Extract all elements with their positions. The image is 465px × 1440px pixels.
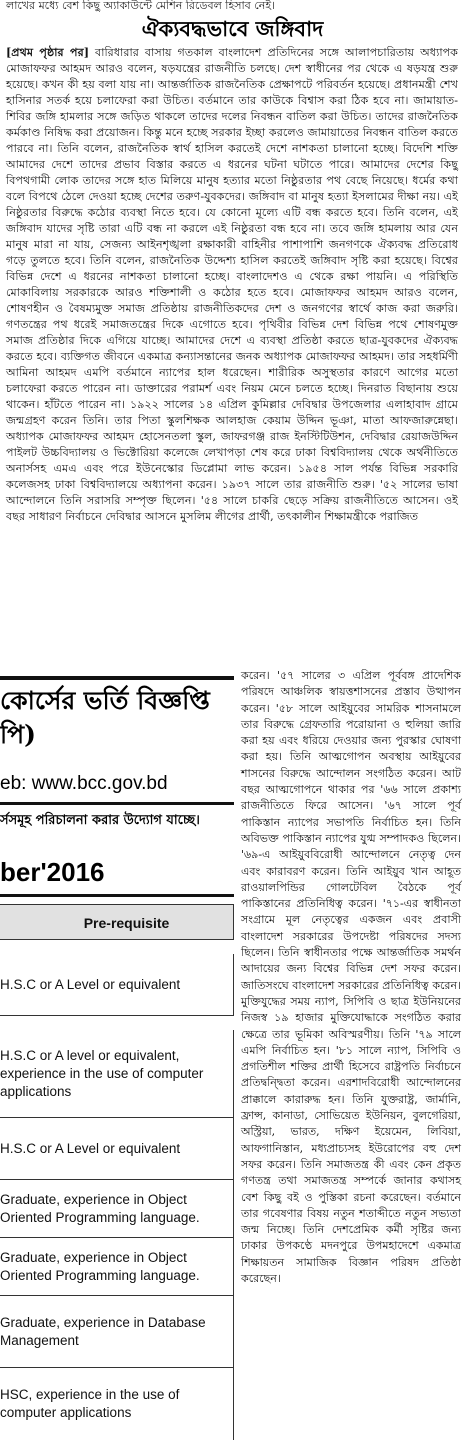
prerequisite-table: [0, 904, 234, 1440]
previous-article-tail: লাখের মধ্যে বেশ কিছু অ্যাকাউন্টে মেশিন রিডেবল হিসাব নেই।: [6, 0, 275, 12]
table-row: HSC, experience in the use of computer applications: [0, 1368, 234, 1440]
article-headline: ঐক্যবদ্ধভাবে জঙ্গিবাদ: [141, 16, 324, 41]
article-body-text: বারিধারার বাসায় গতকাল বাংলাদেশ প্রতিদিনের সঙ্গে আলাপচারিতায় অধ্যাপক মোজাফফর আহমদ আরও বলেন, ষড়যন্ত্রের রাজনীতি চলছে। দেশ স্বাধীনের পর থেকে এ ষড়যন্ত্র শুরু হয়েছে। কখন কী হয় বলা যায় না। আন্তর্জাতিক রাজনৈতিক প্রেক্ষাপটে পরিবর্তন হয়েছে। প্রধানমন্ত্রী শেখ হাসিনার সতর্ক হয়ে চলাফেরা করা উচিত। বর্তমানে তার কাউকে বিশ্বাস করা ঠিক হবে না। জামায়াত-শিবির জঙ্গি হামলার সঙ্গে জড়িত থাকলে তাদের দলের নিবন্ধন বাতিল করা উচিত। তাদের রাজনৈতিক কর্মকাণ্ড নিষিদ্ধ করা প্রয়োজন। কিন্তু মনে হচ্ছে সরকার ইচ্ছা করলেও জামায়াতের নিবন্ধন বাতিল করতে পারবে না। তিনি বলেন, রাজনৈতিক স্বার্থ হাসিল করতেই দেশে নাশকতা চালানো হচ্ছে। বিদেশি শক্তি আমাদের দেশে তাদের প্রভাব বিস্তার করতে এ ধরনের ঘটনা ঘটাতে পারে। আমাদের দেশের কিছু বিপথগামী লোক তাদের সঙ্গে হাত মিলিয়ে মানুষ হত্যার মতো নিষ্ঠুরতার পথ বেছে নিয়েছে। ধর্মের কথা বলে বিপথে ঠেলে দেওয়া হচ্ছে দেশের তরুণ-যুবকদের। জঙ্গিবাদ বা মানুষ হত্যা ইসলামের দীক্ষা নয়। এই নিষ্ঠুরতার বিরুদ্ধে কঠোর ব্যবস্থা নিতে হবে। যে কোনো মূল্যে এটি বন্ধ করতে হবে। তিনি বলেন, এই জঙ্গিবাদ যাদের সৃষ্টি তারা এটি বন্ধ না করলে এই নিষ্ঠুরতা বন্ধ হবে না। তবে জঙ্গি হামলায় আর যেন মানুষ মারা না যায়, সেজন্য আইনশৃঙ্খলা রক্ষাকারী বাহিনীর পাশাপাশি জনগণকে ঐক্যবদ্ধ প্রতিরোধ গড়ে তুলতে হবে। তিনি বলেন, রাজনৈতিক উদ্দেশ্য হাসিল করতেই জঙ্গিবাদ সৃষ্টি করা হয়েছে। বিশ্বের বিভিন্ন দেশে এ ধরনের নাশকতা চালানো হচ্ছে। বাংলাদেশও এ থেকে রক্ষা পায়নি। এ পরিস্থিতি মোকাবিলায় সরকারকে আরও শক্তিশালী ও কঠোর হতে হবে। মোজাফফর আহমদ আরও বলেন, শোষণহীন ও বৈষম্যমুক্ত সমাজ প্রতিষ্ঠায় রাজনীতিকদের দেশ ও জনগণের স্বার্থে কাজ করা জরুরি। গণতন্ত্রের পথ ধরেই সমাজতন্ত্রের দিকে এগোতে হবে। পৃথিবীর বিভিন্ন দেশ বিভিন্ন পথে শোষণমুক্ত সমাজ প্রতিষ্ঠার দিকে এগিয়ে যাচ্ছে। আমাদের দেশে এ ব্যবস্থা প্রতিষ্ঠা করতে ছাত্র-যুবকদের ঐক্যবদ্ধ করতে হবে। ব্যক্তিগত জীবনে একমাত্র কন্যাসন্তানের জনক অধ্যাপক মোজাফফর আহমদ। তার সহধর্মিণী আমিনা আহমদ এমপি বর্তমানে ন্যাপের হাল ধরেছেন। শারীরিক অসুস্থতার কারণে আগের মতো চলাফেরা করতে পারেন না। ডাক্তারের পরামর্শ এবং নিয়ম মেনে চলতে হচ্ছে। দিনরাত বিছানায় শুয়ে থাকেন। হাঁটতে পারেন না। ১৯২২ সালের ১৪ এপ্রিল কুমিল্লার দেবিদ্বার উপজেলার এলাহাবাদ গ্রামে জন্মগ্রহণ করেন তিনি। তার পিতা স্কুলশিক্ষক আলহাজ কেয়াম উদ্দিন ভূঞা, মাতা আফজারুন্নেছা। অধ্যাপক মোজাফফর আহমদ হোসেনতলা স্কুল, জাফরগঞ্জ রাজ ইনস্টিটিউশন, দেবিদ্বার রেয়াজউদ্দিন পাইলট উচ্চবিদ্যালয় ও ভিক্টোরিয়া কলেজে লেখাপড়া শেষ করে ঢাকা বিশ্ববিদ্যালয় থেকে অর্থনীতিতে অনার্সসহ এমএ এবং পরে ইউনেস্কোর ডিপ্লোমা লাভ করেন। ১৯৫৪ সাল পর্যন্ত বিভিন্ন সরকারি কলেজসহ ঢাকা বিশ্ববিদ্যালয়ে অধ্যাপনা করেন। ১৯৩৭ সালে তার রাজনীতি শুরু। '৫২ সালের ভাষা আন্দোলনে তিনি সরাসরি সম্পৃক্ত ছিলেন। '৫৪ সালে চাকরি ছেড়ে সক্রিয় রাজনীতিতে আসেন। ওই বছর সাধারণ নির্বাচনে দেবিদ্বার আসনে মুসলিম লীগের প্রার্থী, তৎকালীন শিক্ষামন্ত্রীকে পরাজিত: [6, 46, 458, 523]
ad-divider: [0, 802, 234, 805]
table-row: H.S.C or A Level or equivalent: [0, 1118, 234, 1180]
table-row: Graduate, experience in Database Management: [0, 1296, 234, 1368]
ad-website: eb: www.bcc.gov.bd: [0, 773, 168, 794]
ad-top-border: [0, 676, 234, 680]
table-row: Graduate, experience in Object Oriented Programming language.: [0, 1238, 234, 1296]
ad-divider-2: [0, 894, 234, 897]
ad-date: ber'2016: [0, 857, 105, 887]
table-row: H.S.C or A level or equivalent, experience in the use of computer applications: [0, 1030, 234, 1118]
table-header-prerequisite: Pre-requisite: [0, 904, 234, 940]
article-body-right-column: করেন। '৫৭ সালের ৩ এপ্রিল পূর্ববঙ্গ প্রাদেশিক পরিষদে আঞ্চলিক স্বায়ত্তশাসনের প্রস্তাব উত্থাপন করেন। '৫৮ সালে আইয়ুবের সামরিক শাসনামলে তার বিরুদ্ধে গ্রেফতারি পরোয়ানা ও হুলিয়া জারি করা হয় এবং ধরিয়ে দেওয়ার জন্য পুরস্কার ঘোষণা করা হয়। তিনি আত্মগোপন অবস্থায় আইয়ুবের শাসনের বিরুদ্ধে আন্দোলন সংগঠিত করেন। আট বছর আত্মগোপনে থাকার পর '৬৬ সালে প্রকাশ্য রাজনীতিতে ফিরে আসেন। '৬৭ সালে পূর্ব পাকিস্তান ন্যাপের সভাপতি নির্বাচিত হন। তিনি অবিভক্ত পাকিস্তান ন্যাপের যুগ্ম সম্পাদকও ছিলেন। '৬৯-এ আইয়ুববিরোধী আন্দোলনে নেতৃত্ব দেন এবং কারাবরণ করেন। তিনি আইয়ুব খান আহূত রাওয়ালপিন্ডির গোলটেবিল বৈঠকে পূর্ব পাকিস্তানের প্রতিনিধিত্ব করেন। '৭১-এর স্বাধীনতা সংগ্রামে মূল নেতৃত্বের একজন এবং প্রবাসী বাংলাদেশ সরকারের উপদেষ্টা পরিষদের সদস্য ছিলেন। তিনি স্বাধীনতার পক্ষে আন্তর্জাতিক সমর্থন আদায়ের জন্য বিশ্বের বিভিন্ন দেশ সফর করেন। জাতিসংঘে বাংলাদেশ সরকারের প্রতিনিধিত্ব করেন। মুক্তিযুদ্ধের সময় ন্যাপ, সিপিবি ও ছাত্র ইউনিয়নের নিজস্ব ১৯ হাজার মুক্তিযোদ্ধাকে সংগঠিত করার ক্ষেত্রে তার ভূমিকা অবিস্মরণীয়। তিনি '৭৯ সালে এমপি নির্বাচিত হন। '৮১ সালে ন্যাপ, সিপিবি ও প্রগতিশীল শক্তির প্রার্থী হিসেবে রাষ্ট্রপতি নির্বাচনে প্রতিদ্বন্দ্বিতা করেন। এরশাদবিরোধী আন্দোলনের প্রাক্কালে কারারুদ্ধ হন। তিনি যুক্তরাষ্ট্র, জার্মানি, ফ্রান্স, কানাডা, সোভিয়েত ইউনিয়ন, বুলগেরিয়া, অস্ট্রিয়া, ভারত, দক্ষিণ ইয়েমেন, লিবিয়া, আফগানিস্তান, মধ্যপ্রাচ্যসহ ইউরোপের বহু দেশ সফর করেন। তিনি সমাজতন্ত্র কী এবং কেন প্রকৃত গণতন্ত্র তথা সমাজতন্ত্র সম্পর্কে জানার কথাসহ বেশ কিছু বই ও পুস্তিকা রচনা করেছেন। বর্তমানে তার গবেষণার বিষয় নতুন শতাব্দীতে নতুন সভ্যতা জন্ম নিচ্ছে। তিনি দেশপ্রেমিক কর্মী সৃষ্টির জন্য ঢাকার উপকণ্ঠে মদনপুরে উপমহাদেশে একমাত্র শিক্ষায়তন সামাজিক বিজ্ঞান পরিষদ প্রতিষ্ঠা করেছেন।: [241, 669, 461, 1285]
table-row: H.S.C or A Level or equivalent: [0, 954, 234, 1016]
article-body-full-width: [6, 44, 458, 664]
ad-title: কোর্সের ভর্তি বিজ্ঞপ্তি: [0, 686, 210, 715]
continuation-tag: [প্রথম পৃষ্ঠার পর]: [6, 45, 90, 59]
course-admission-advertisement: [0, 676, 234, 1420]
table-row: Graduate, experience in Object Oriented Programming language.: [0, 1180, 234, 1238]
ad-subtitle: পি): [0, 720, 36, 749]
ad-notice: র্সসমূহ পরিচালনা করার উদ্যোগ যাচ্ছে।: [0, 813, 200, 828]
